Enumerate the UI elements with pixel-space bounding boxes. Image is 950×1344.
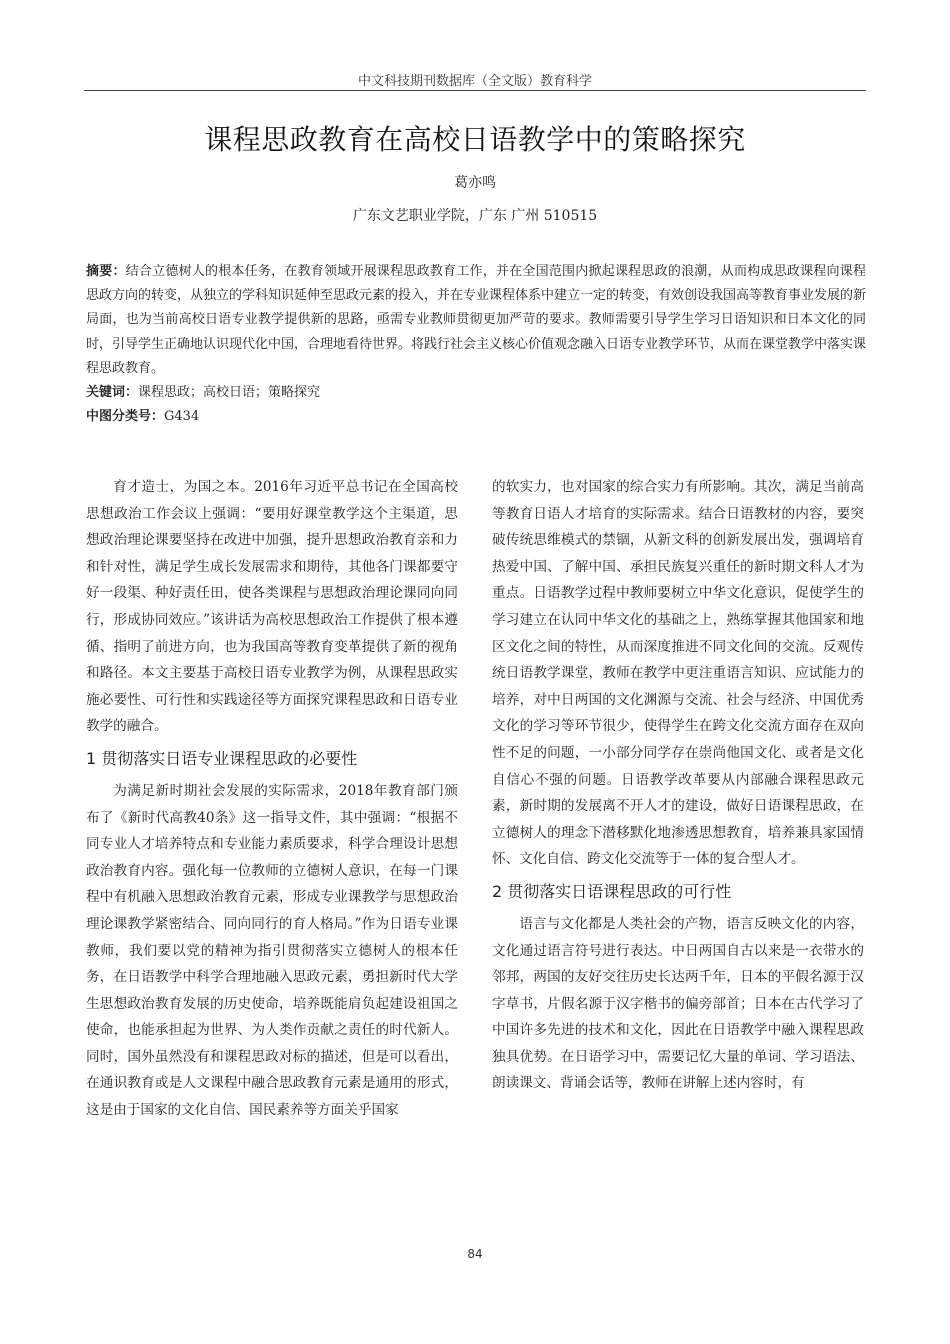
- running-head: 中文科技期刊数据库（全文版）教育科学: [357, 74, 592, 89]
- clc-label: 中图分类号：: [86, 409, 165, 425]
- section-2-heading: 2 贯彻落实日语课程思政的可行性: [492, 881, 732, 901]
- keywords-text: 课程思政；高校日语；策略探究: [138, 385, 321, 401]
- right-column: [492, 474, 864, 1097]
- abstract-text: 结合立德树人的根本任务，在教育领域开展课程思政教育工作，并在全国范围内掀起课程思政的浪潮，从而构成思政课程向课程思政方向的转变，从独立的学科知识延伸至思政元素的投入，并在专业课程体系中建立一定的转变，有效创设我国高等教育事业发展的新局面，也为当前高校日语专业教学提供新的思路，亟需专业教师贯彻更加严苛的要求。教师需要引导学生学习日语知识和日本文化的同时，引导学生正确地认识现代化中国，合理地看待世界。将践行社会主义核心价值观念融入日语专业教学环节，从而在课堂教学中落实课程思政教育。: [86, 264, 867, 376]
- header-rule: [84, 90, 866, 91]
- clc-number: [86, 405, 866, 429]
- author-affiliation: 广东文艺职业学院，广东 广州 510515: [352, 208, 598, 224]
- abstract-label: 摘要：: [86, 264, 126, 279]
- section-1-paragraph: 为满足新时期社会发展的实际需求，2018年教育部门颁布了《新时代高教40条》这一指导文件，其中强调：“根据不同专业人才培养特点和专业能力素质要求，科学合理设计思想政治教育内容。强化每一位教师的立德树人意识，在每一门课程中有机融入思想政治教育元素，形成专业课教学与思想政治理论课教学紧密结合、同向同行的育人格局。”作为日语专业课教师，我们要以党的精神为指引贯彻落实立德树人的根本任务，在日语教学中科学合理地融入思政元素，勇担新时代大学生思想政治教育发展的历史使命，培养既能肩负起建设祖国之使命，也能承担起为世界、为人类作贡献之责任的时代新人。同时，国外虽然没有和课程思政对标的描述，但是可以看出，在通识教育或是人文课程中融合思政教育元素是通用的形式，这是由于国家的文化自信、国民素养等方面关乎国家: [86, 782, 458, 1119]
- left-column: [86, 474, 458, 1124]
- keywords-label: 关键词：: [86, 385, 139, 401]
- keywords: [86, 381, 866, 405]
- section-2-paragraph: 语言与文化都是人类社会的产物，语言反映文化的内容，文化通过语言符号进行表达。中日两国自古以来是一衣带水的邻邦，两国的友好交往历史长达两千年，日本的平假名源于汉字草书，片假名源于汉字楷书的偏旁部首；日本在古代学习了中国许多先进的技术和文化，因此在日语教学中融入课程思政独具优势。在日语学习中，需要记忆大量的单词、学习语法、朗读课文、背诵会话等，教师在讲解上述内容时，有: [492, 915, 864, 1092]
- author-name: 葛亦鸣: [454, 175, 496, 191]
- section-1-paragraph-continued: 的软实力，也对国家的综合实力有所影响。其次，满足当前高等教育日语人才培育的实际需求。结合日语教材的内容，要突破传统思维模式的禁锢，从新文科的创新发展出发，强调培育热爱中国、了解中国、承担民族复兴重任的新时期文科人才为重点。日语教学过程中教师要树立中华文化意识，促使学生的学习建立在认同中华文化的基础之上，熟练掌握其他国家和地区文化之间的特性，从而深度推进不同文化间的交流。反观传统日语教学课堂，教师在教学中更注重语言知识、应试能力的培养，对中日两国的文化渊源与交流、社会与经济、中国优秀文化的学习等环节很少，使得学生在跨文化交流方面存在双向性不足的问题，一小部分同学存在崇尚他国文化、或者是文化自信心不强的问题。日语教学改革要从内部融合课程思政元素，新时期的发展离不开人才的建设，做好日语课程思政，在立德树人的理念下潜移默化地渗透思想教育，培养兼具家国情怀、文化自信、跨文化交流等于一体的复合型人才。: [492, 479, 864, 868]
- abstract-block: [86, 260, 866, 429]
- section-1-heading: 1 贯彻落实日语专业课程思政的必要性: [86, 748, 358, 768]
- article-title: 课程思政教育在高校日语教学中的策略探究: [204, 123, 746, 156]
- clc-text: G434: [164, 409, 200, 425]
- page-number: 84: [467, 1247, 483, 1261]
- abstract: [86, 260, 866, 381]
- intro-paragraph: 育才造士，为国之本。2016年习近平总书记在全国高校思想政治工作会议上强调：“要用好课堂教学这个主渠道，思想政治理论课要坚持在改进中加强，提升思想政治教育亲和力和针对性，满足学生成长发展需求和期待，其他各门课都要守好一段渠、种好责任田，使各类课程与思想政治理论课同向同行，形成协同效应。”该讲话为高校思想政治工作提供了根本遵循、指明了前进方向，也为我国高等教育变革提供了新的视角和路径。本文主要基于高校日语专业教学为例，从课程思政实施必要性、可行性和实践途径等方面探究课程思政和日语专业教学的融合。: [86, 479, 458, 735]
